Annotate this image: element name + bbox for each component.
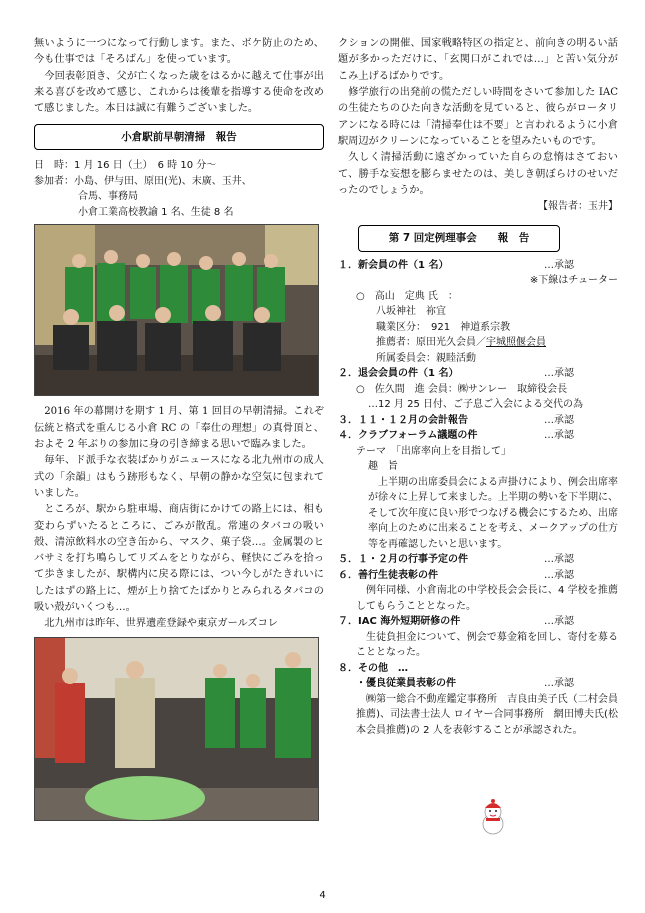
snowman-icon [478,798,508,836]
participants-line-2: 合馬、事務局 [78,191,138,203]
body-paragraph-2: 毎年、ド派手な衣装ばかりがニュースになる北九州市の成人式の「余韻」はもう跡形もなく、早朝の静かな空気に包まれていました。 [34,455,324,499]
item-1-class: 職業区分： 921 神道系宗教 [376,321,511,333]
item-8-sub: ・優良従業員表彰の件 [356,678,456,690]
section-title-cleanup: 小倉駅前早朝清掃 報告 [34,124,324,151]
left-column [34,36,324,821]
item-2-status: …承認 [544,368,574,380]
body-paragraph-3: ところが、駅から駐車場、商店街にかけての路上には、相も変わらずいたるところに、ごみが散乱。常連のタバコの吸い殻、清涼飲料水の空き缶から、マスク、菓子袋…。金属製のヒバサミを打ち鳴らしてリズムをとりながら、軽快にごみを拾って歩きましたが、駅構内に戻る際には、つい今しがたきれいにしたはずの路上に、煙が上り捨てたばかりとみられるタバコの吸い殻がいくつも…。 [34,504,324,614]
item-6-body: 例年同様、小倉南北の中学校長会会長に、4 学校を推薦してもらうこととなった。 [356,585,618,612]
item-2-name: ○ 佐久間 進 会員：㈱サンレー 取締役会長 [356,383,568,395]
item-2: ２．退会会員の件（1 名） [338,368,459,380]
item-3-status: …承認 [544,414,574,426]
item-4-body: 上半期の出席委員会による声掛けにより、例会出席率が徐々に上昇して来ました。上半期の勢いを下半期に、そして次年度に良い形でつなげる機会にするため、出席率向上のために出来ることを考え、メークアップの仕方等を再確認したいと思います。 [368,476,618,550]
item-4: ４．クラブフォーラム議題の件 [338,430,478,442]
schedule-block [34,158,324,220]
item-1-recommender: 推薦者：原田光久会員／宇城照偃会員 [376,337,546,349]
item-7-status: …承認 [544,616,574,628]
item-8-status: …承認 [544,678,574,690]
item-1-status: …承認 [544,259,574,271]
section-title-board: 第 7 回定例理事会 報 告 [358,225,560,252]
item-1-org: 八坂神社 祢宜 [376,306,446,318]
item-6: ６．善行生徒表彰の件 [338,569,438,581]
body-paragraph-4: 北九州市は昨年、世界遺産登録や東京ガールズコレ [44,618,278,630]
participants-line-3: 小倉工業高校教諭 1 名、生徒 8 名 [78,206,234,218]
item-7: ７．IAC 海外短期研修の件 [338,616,461,628]
schedule-date: 日 時：1 月 16 日（土） 6 時 10 分～ [34,160,217,172]
item-8-body: ㈱第一総合不動産鑑定事務所 吉良由美子氏（二村会員推薦)、司法書士法人 ロイヤー合同事務所 網田博夫氏(松本会員推薦)の 2 人を表彰することが承認された。 [356,693,618,736]
group-photo [34,224,319,396]
item-3: ３．１１・１２月の会計報告 [338,414,468,426]
item-7-body: 生徒負担金について、例会で募金箱を回し、寄付を募ることとなった。 [356,631,618,659]
body-paragraph-1: 2016 年の幕開けを期す 1 月、第 1 回目の早朝清掃。これぞ伝統と格式を重んじる小倉 RC の「奉仕の理想」の真骨頂と、およそ 2 年ぶりの参加に身の引き締まる思いで臨みました。 [34,406,324,450]
item-1-name: ○ 高山 定典 氏 ： [356,290,458,302]
page-number: 4 [319,890,326,901]
intro-text: 無いように一つになって行動します。また、ボケ防止のため、今も仕事では「そろばん」を使っています。 [34,38,324,66]
item-1: １．新会員の件（1 名） [338,259,449,271]
intro-text-2: 今回表彰頂き、父が亡くなった歳をはるかに越えて仕事が出来る喜びを改めて感じ、これからは後輩を指導する使命を改めて感じました。本日は誠に有難うございました。 [34,70,324,115]
cleanup-photo [34,637,319,821]
right-body-2: 修学旅行の出発前の慌ただしい時間をさいて参加した IAC の生徒たちのひた向きな活動を見ていると、彼らがロータリアンになる時には「清掃奉仕は不要」と言われるように小倉駅周辺がクリーンになっていることを望みたいものです。 [338,86,618,147]
item-5-status: …承認 [544,554,574,566]
item-1-committee: 所属委員会：親睦活動 [376,352,476,364]
item-6-status: …承認 [544,569,574,581]
item-8: ８．その他 … [338,662,408,674]
item-5: ５．１・２月の行事予定の件 [338,554,468,566]
right-column [338,36,618,738]
item-4-aim: 趣 旨 [368,461,398,473]
right-body-1: クションの開催、国家戦略特区の指定と、前向きの明るい話題が多かっただけに、「玄関口がこれでは…」と苦い気分がこみ上げるばかりです。 [338,38,618,82]
item-4-status: …承認 [544,430,574,442]
board-items [338,258,618,739]
participants-line-1: 参加者：小島、伊与田、原田(光)、末廣、玉井、 [34,175,252,187]
right-body-3: 久しく清掃活動に遠ざかっていた自らの怠惰はさておいて、勝手な妄想を膨らませたのは、美しき朝ぼらけのせいだったのでしょうか。 [338,152,618,196]
item-4-theme: テーマ 「出席率向上を目指して」 [356,445,511,457]
item-2-note: …12 月 25 日付、ご子息ご入会による交代の為 [368,399,583,411]
reporter: 【報告者：玉井】 [538,201,618,213]
tutor-name: 宇城照偃会員 [486,337,546,349]
item-1-note: ※下線はチューター [529,275,618,287]
